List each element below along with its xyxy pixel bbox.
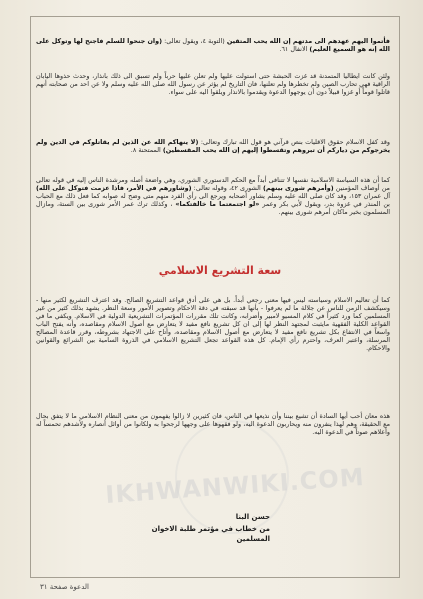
paragraph-shura-part-a: كما أن هذه السياسة الاسلامية نفسها لا تتنافى أبداً مع الحكم الدستوري الشوري، وهي واضعة أصله ومرشدة الناس إليه في قوله تعالى من أوصاف المؤمنين xyxy=(36,176,390,193)
paragraph-legislation: كما أن تعاليم الاسلام وسياسته ليس فيها معنى رجعي أبداً. بل هي على أدق قواعد التشريع الصالح. وقد اعترف التشريع لكثير منها - وسيكشف الزمن للناس عن جلالة ما لم يعرفوا - بأنها قد سبقته في دقة الاحكام وتصوير الأمور وسعة النظر. يشهد بذلك كثير من غير المسلمين كما ورد كثيراً في كلام المسيو لامبير وأضرابه، وكانت تلك مقررات المؤتمرات التشريعية الدولية في الاسلام. ويكفي ما في القواعد الكلية الفقهية مايثبت لمجتهد النظر لها إلى ان كل تشريع نافع مفيد لا يتعارض مع أصول الاسلام ومقاصده، وأنه يفتح الباب واسعاً في الانتفاع بكل تشريع نافع مفيد لا يتعارض مع أصول الاسلام ومقاصده، وأتاح على الاجتهاد بشروطه، وقرر قاعدة المصالح المرسلة، واعتبر العرف، واحترم رأي الإمام. كل هذه القواعد تجعل التشريع الاسلامي في الذروة السامية بين الشرائع والقوانين والاحكام. xyxy=(36,296,390,353)
paragraph-war-declaration: ولئن كانت ايطاليا المتمدنة قد غزت الحبشة حتى استولت عليها ولم تعلن عليها حرباً ولم تسبق الى ذلك بانذار، وحدث حذوها اليابان الراقية فهي تحارب الصين ولم تخطرها ولم تعلنها، فان التاريخ لم يؤثر عن رسول الله صلى الله عليه وسلم ولا عن احد من صحابته أنهم قاتلوا قوماً أو غزوا قبيلاً دون أن يوجهوا الدعوة ويقدموا بالانذار ويلقوا اليه على سواء. xyxy=(36,72,390,97)
quran-quote-anfal: (وان جنحوا للسلم فاجنح لها وتوكل على الله إنه هو السميع العليم) xyxy=(36,37,390,54)
page-footer: الدعوة صفحة ٣١ xyxy=(40,583,89,591)
paragraph-shura-part-b: الشورى ٤٢، وقوله تعالى: xyxy=(193,184,261,193)
quran-quote-mumtahana: (لا ينهاكم الله عن الذين لم يقاتلوكم في الدين ولم يخرجوكم من دياركم أن تبروهم وتقسطوا إليهم إن الله يحب المقسطين) xyxy=(36,138,390,155)
quran-quote-shura: (وأمرهم شورى بينهم) xyxy=(262,184,334,193)
hadith-quote: «لو اجتمعتما ما خالفتكما» xyxy=(175,200,260,209)
quote-reference-anfal: الانفال ٦١. xyxy=(279,45,308,54)
opening-quote-paragraph xyxy=(36,37,390,53)
paragraph-shura xyxy=(36,176,390,216)
paragraph-shura-part-c: آل عمران ١٥٣، وقد كان صلى الله عليه وسلم يشاور أصحابه ويرجع الى رأي الفرد منهم متى وضح له صوابه كما فعل ذلك مع الحباب بن المنذر في غزوة بدر، ويقول لأبي بكر وعمر xyxy=(36,192,391,209)
paragraph-shura-part-d: ، وكذلك ترك عمر الأمر شورى بين الستة، ومازال المسلمون بخير ماكان أمرهم شورى بينهم. xyxy=(36,200,390,217)
signature-caption: من خطاب في مؤتمر طلبة الاخوان المسلمين xyxy=(151,525,270,543)
paragraph-closing: هذه معان أحب أيها السادة أن تشيع بيننا وأن نذيعها في الناس، فان كثيرين لا زالوا يفهمون من معنى النظام الاسلامي ما لا يتفق بحال مع الحقيقة، وهم لهذا ينفرون منه ويحاربون الدعوة اليه، ولو فقهوها على وجهها لرجحوا به ولكانوا من أوائل أنصاره ولأشدهم تحمساً له وأعلاهم صوتاً في الدعوة اليه. xyxy=(36,412,390,437)
quote-reference-tawba: (التوبة ٤، ويقول تعالى: xyxy=(164,37,225,45)
section-heading: سعة التشريع الاسلامي xyxy=(158,264,282,277)
paragraph-minorities xyxy=(36,138,390,154)
quran-quote-tawba: فأتموا اليهم عهدهم الى مدتهم إن الله يحب المتقين xyxy=(226,37,390,45)
quran-quote-al-imran: (وشاورهم في الأمر، فاذا عزمت فتوكل على الله) xyxy=(36,184,192,193)
signature-name: حسن البنا xyxy=(235,513,270,521)
paragraph-minorities-intro: وقد كفل الاسلام حقوق الاقليات بنص قرآني هو قول الله تبارك وتعالى: xyxy=(200,138,390,146)
watermark: IKHWANWIKI.COM xyxy=(104,462,366,510)
quote-reference-mumtahana: الممتحنة ٨. xyxy=(130,146,161,155)
